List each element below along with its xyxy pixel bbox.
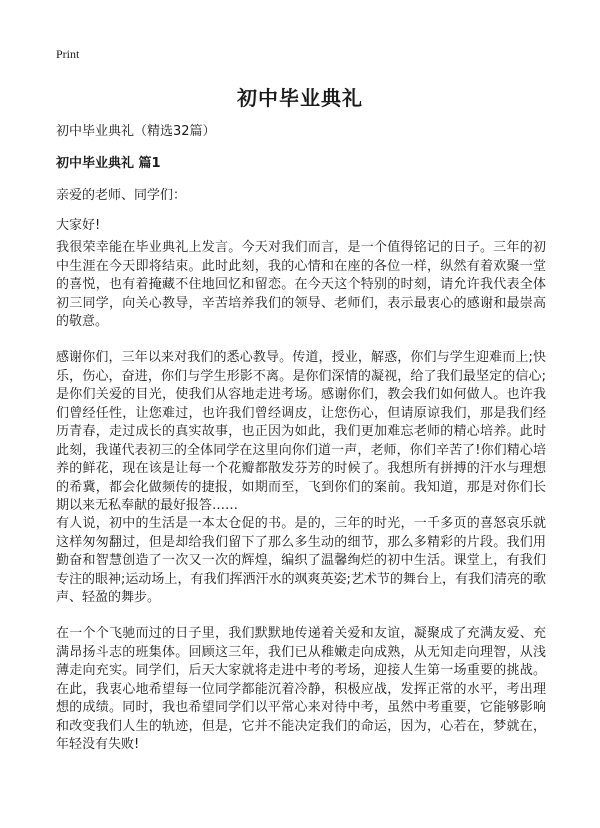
paragraph: 在一个个飞驰而过的日子里，我们默默地传递着关爱和友谊，凝聚成了充满友爱、充满昂扬斗志的班集体。回顾这三年，我们已从稚嫩走向成熟，从无知走向理智，从浅薄走向充实。同学们，后天大家就将走进中考的考场，迎接人生第一场重要的挑战。在此，我衷心地希望每一位同学都能沉着冷静，积极应战，发挥正常的水平，考出理想的成绩。同时，我也希望同学们以平常心来对待中考，虽然中考重要，它能够影响和改变我们人生的轨迹，但是，它并不能决定我们的命运，因为，心若在，梦就在，年轻没有失败! — [56, 626, 546, 752]
document-subtitle: 初中毕业典礼（精选32篇） — [56, 124, 216, 139]
paragraph: 有人说，初中的生活是一本太仓促的书。是的，三年的时光，一千多页的喜怒哀乐就这样匆匆翻过，但是却给我们留下了那么多生动的细节，那么多精彩的片段。我们用勤奋和智慧创造了一次又一次的辉煌，编织了温馨绚烂的初中生活。课堂上，有我们专注的眼神;运动场上，有我们挥洒汗水的飒爽英姿;艺术节的舞台上，有我们清亮的歌声、轻盈的舞步。 — [56, 516, 546, 605]
greeting-hello: 大家好! — [56, 218, 101, 233]
document-title: 初中毕业典礼 — [237, 86, 363, 110]
print-link[interactable]: Print — [56, 47, 80, 61]
paragraph: 感谢你们，三年以来对我们的悉心教导。传道，授业，解惑，你们与学生迎难而上;快乐，伤心，奋进，你们与学生形影不离。是你们深情的凝视，给了我们最坚定的信心;是你们关爱的目光，使我们从容地走进考场。感谢你们，教会我们如何做人。也许我们曾经任性，让您难过，也许我们曾经调皮，让您伤心，但请原谅我们，那是我们经历青春，走过成长的真实故事，也正因为如此，我们更加难忘老师的精心培养。此时此刻，我谨代表初三的全体同学在这里向你们道一声，老师，你们辛苦了!你们精心培养的鲜花，现在该是让每一个花瓣都散发芬芳的时候了。我想所有拼搏的汗水与理想的希冀，都会化做频传的捷报，如期而至，飞到你们的案前。我知道，那是对你们长期以来无私奉献的最好报答…… — [56, 350, 546, 513]
paragraph: 我很荣幸能在毕业典礼上发言。今天对我们而言，是一个值得铭记的日子。三年的初中生涯在今天即将结束。此时此刻，我的心情和在座的各位一样，纵然有着欢聚一堂的喜悦，也有着掩藏不住地回忆和留恋。在今天这个特别的时刻，请允许我代表全体初三同学，向关心教导，辛苦培养我们的领导、老师们，表示最衷心的感谢和最崇高的敬意。 — [56, 240, 546, 329]
greeting-salutation: 亲爱的老师、同学们： — [56, 188, 187, 203]
section-heading: 初中毕业典礼 篇1 — [56, 156, 161, 171]
